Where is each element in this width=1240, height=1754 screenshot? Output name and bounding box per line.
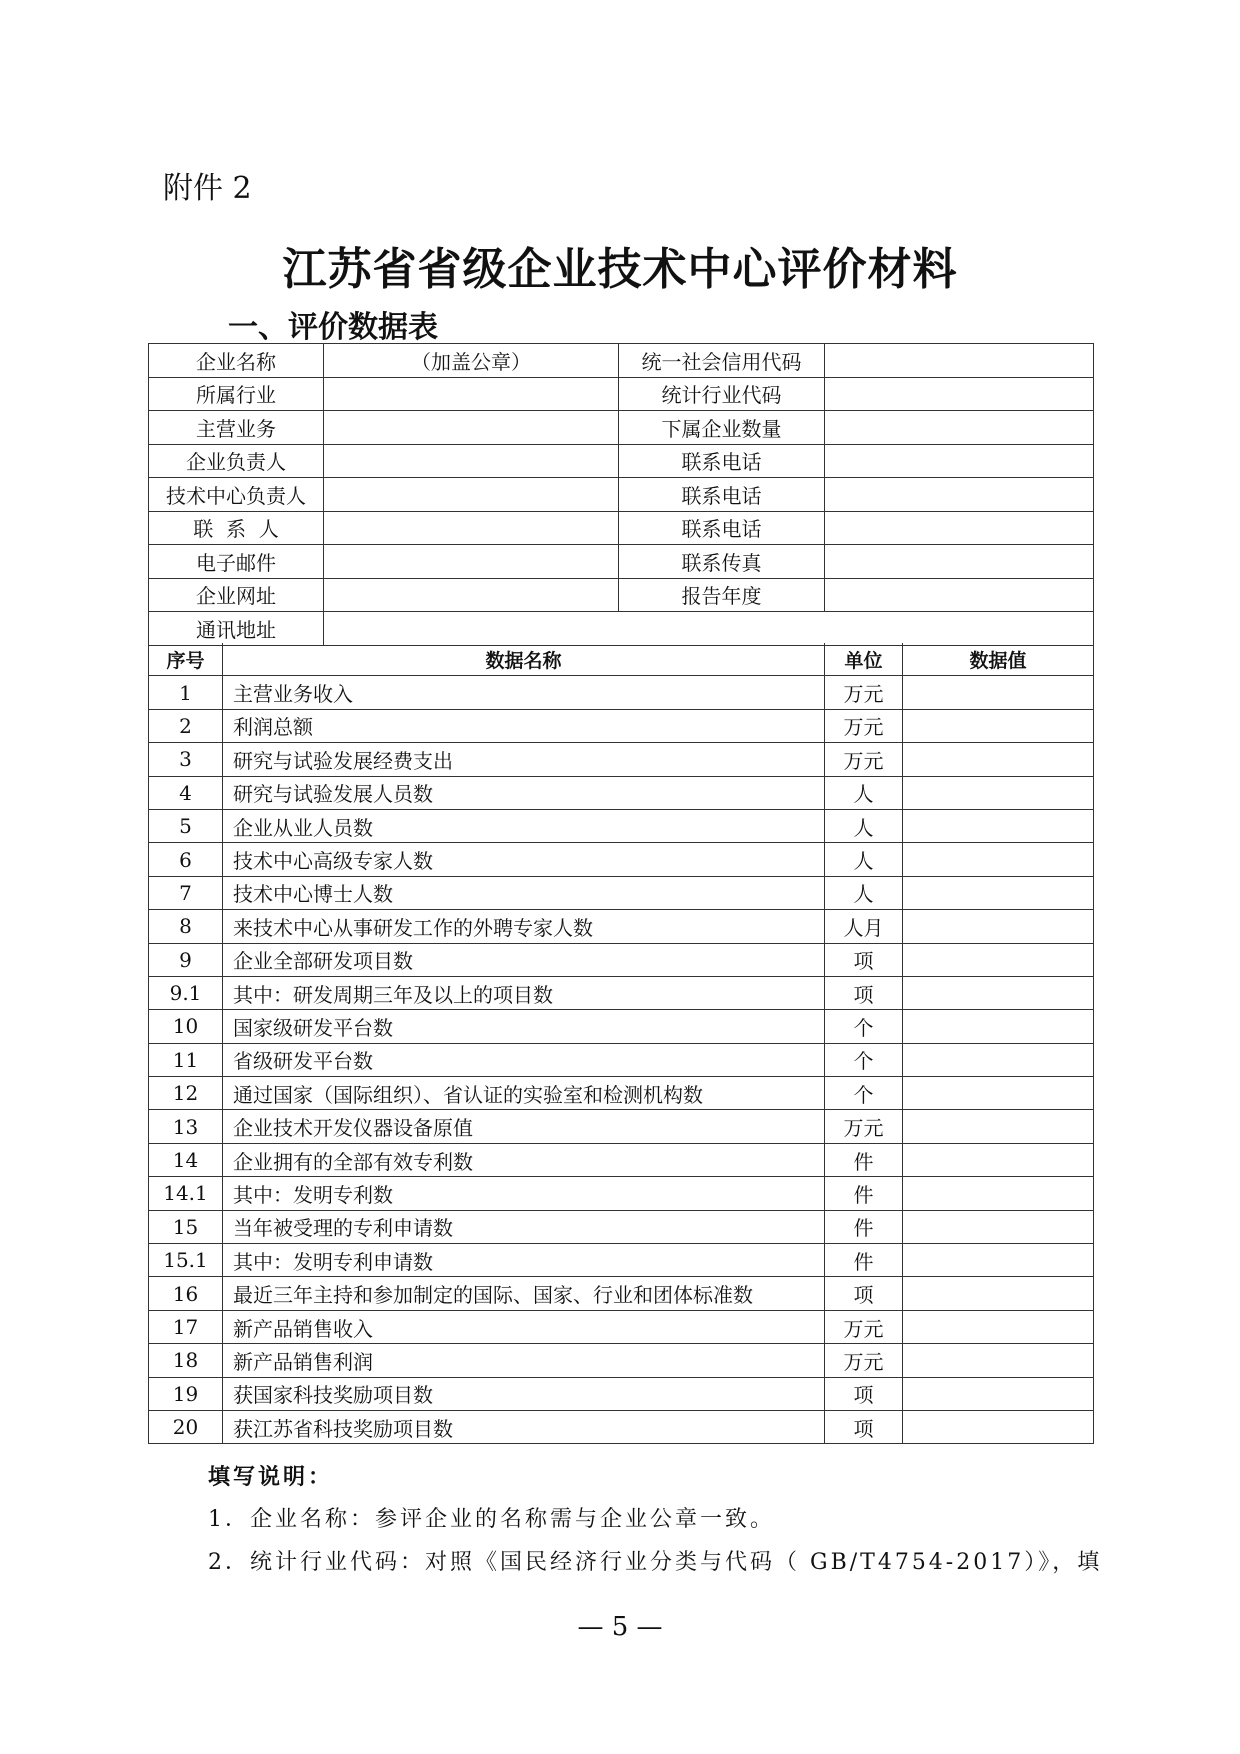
table-row: [149, 776, 1094, 809]
row-number: 14: [149, 1143, 223, 1176]
row-unit: 万元: [825, 1344, 903, 1377]
row-number: 20: [149, 1410, 223, 1443]
phone-label: 联系电话: [619, 511, 825, 545]
row-value-field[interactable]: [903, 743, 1094, 776]
row-number: 17: [149, 1310, 223, 1343]
table-row: [149, 976, 1094, 1009]
industry-code-field[interactable]: [825, 377, 1094, 411]
row-number: 5: [149, 809, 223, 842]
fax-label: 联系传真: [619, 545, 825, 579]
table-row: [149, 1210, 1094, 1243]
row-name: 研究与试验发展经费支出: [223, 743, 825, 776]
row-number: 12: [149, 1077, 223, 1110]
row-name: 企业全部研发项目数: [223, 943, 825, 976]
company-head-field[interactable]: [324, 444, 619, 478]
row-unit: 项: [825, 1377, 903, 1410]
row-value-field[interactable]: [903, 876, 1094, 909]
row-unit: 人: [825, 876, 903, 909]
row-unit: 件: [825, 1244, 903, 1277]
row-value-field[interactable]: [903, 1010, 1094, 1043]
row-name: 利润总额: [223, 709, 825, 742]
credit-code-label: 统一社会信用代码: [619, 344, 825, 378]
row-value-field[interactable]: [903, 709, 1094, 742]
subsidiaries-label: 下属企业数量: [619, 411, 825, 445]
row-number: 3: [149, 743, 223, 776]
row-value-field[interactable]: [903, 1043, 1094, 1076]
header-name: 数据名称: [223, 643, 825, 676]
row-value-field[interactable]: [903, 1410, 1094, 1443]
industry-label: 所属行业: [149, 377, 324, 411]
table-row: [149, 1177, 1094, 1210]
notes-title: 填写说明：: [208, 1464, 334, 1490]
row-name: 其中：发明专利数: [223, 1177, 825, 1210]
row-unit: 万元: [825, 743, 903, 776]
industry-field[interactable]: [324, 377, 619, 411]
row-number: 14.1: [149, 1177, 223, 1210]
row-name: 获江苏省科技奖励项目数: [223, 1410, 825, 1443]
row-number: 2: [149, 709, 223, 742]
row-value-field[interactable]: [903, 943, 1094, 976]
row-name: 其中：发明专利申请数: [223, 1244, 825, 1277]
contact-label: 联 系 人: [149, 511, 324, 545]
page-number: — 5 —: [577, 1612, 663, 1642]
row-value-field[interactable]: [903, 676, 1094, 709]
main-business-field[interactable]: [324, 411, 619, 445]
email-label: 电子邮件: [149, 545, 324, 579]
table-row: [149, 1377, 1094, 1410]
email-field[interactable]: [324, 545, 619, 579]
row-unit: 项: [825, 1277, 903, 1310]
header-unit: 单位: [825, 643, 903, 676]
table-row: [149, 809, 1094, 842]
row-number: 9.1: [149, 976, 223, 1009]
table-row: [149, 1043, 1094, 1076]
row-name: 主营业务收入: [223, 676, 825, 709]
row-unit: 万元: [825, 1310, 903, 1343]
center-head-label: 技术中心负责人: [149, 478, 324, 512]
company-name-field[interactable]: （加盖公章）: [324, 344, 619, 378]
row-unit: 人: [825, 776, 903, 809]
row-number: 6: [149, 843, 223, 876]
row-number: 11: [149, 1043, 223, 1076]
row-unit: 件: [825, 1177, 903, 1210]
table-row: [149, 676, 1094, 709]
table-row: [149, 709, 1094, 742]
header-value: 数据值: [903, 643, 1094, 676]
table-row: [149, 943, 1094, 976]
row-unit: 项: [825, 1410, 903, 1443]
row-number: 9: [149, 943, 223, 976]
table-row: [149, 1277, 1094, 1310]
row-value-field[interactable]: [903, 843, 1094, 876]
company-info-table: [148, 343, 1094, 646]
row-value-field[interactable]: [903, 910, 1094, 943]
table-row: [149, 1010, 1094, 1043]
website-field[interactable]: [324, 578, 619, 612]
row-number: 18: [149, 1344, 223, 1377]
main-business-label: 主营业务: [149, 411, 324, 445]
row-number: 10: [149, 1010, 223, 1043]
row-number: 7: [149, 876, 223, 909]
industry-code-label: 统计行业代码: [619, 377, 825, 411]
row-value-field[interactable]: [903, 776, 1094, 809]
row-name: 通过国家（国际组织）、省认证的实验室和检测机构数: [223, 1077, 825, 1110]
contact-field[interactable]: [324, 511, 619, 545]
credit-code-field[interactable]: [825, 344, 1094, 378]
row-value-field[interactable]: [903, 1077, 1094, 1110]
row-unit: 人: [825, 843, 903, 876]
header-no: 序号: [149, 643, 223, 676]
row-name: 来技术中心从事研发工作的外聘专家人数: [223, 910, 825, 943]
row-value-field[interactable]: [903, 976, 1094, 1009]
row-unit: 人: [825, 809, 903, 842]
row-unit: 件: [825, 1143, 903, 1176]
row-unit: 件: [825, 1210, 903, 1243]
report-year-field[interactable]: [825, 578, 1094, 612]
table-row: [149, 1410, 1094, 1443]
row-name: 企业技术开发仪器设备原值: [223, 1110, 825, 1143]
phone-field[interactable]: [825, 511, 1094, 545]
row-value-field[interactable]: [903, 1210, 1094, 1243]
row-name: 研究与试验发展人员数: [223, 776, 825, 809]
address-label: 通讯地址: [149, 612, 324, 646]
row-name: 技术中心高级专家人数: [223, 843, 825, 876]
row-unit: 个: [825, 1077, 903, 1110]
center-head-field[interactable]: [324, 478, 619, 512]
website-label: 企业网址: [149, 578, 324, 612]
address-field[interactable]: [324, 612, 1094, 646]
row-number: 13: [149, 1110, 223, 1143]
fax-field[interactable]: [825, 545, 1094, 579]
row-value-field[interactable]: [903, 1377, 1094, 1410]
note-item: 2．统计行业代码：对照《国民经济行业分类与代码（ GB/T4754-2017）》，填: [208, 1550, 1103, 1575]
section-title: 一、评价数据表: [228, 310, 438, 345]
table-row: [149, 1110, 1094, 1143]
table-row: [149, 1344, 1094, 1377]
table-row: [149, 843, 1094, 876]
row-unit: 万元: [825, 709, 903, 742]
phone-field[interactable]: [825, 444, 1094, 478]
row-name: 最近三年主持和参加制定的国际、国家、行业和团体标准数: [223, 1277, 825, 1310]
row-number: 19: [149, 1377, 223, 1410]
row-unit: 项: [825, 976, 903, 1009]
row-value-field[interactable]: [903, 1177, 1094, 1210]
row-unit: 个: [825, 1043, 903, 1076]
attachment-label: 附件 2: [163, 171, 252, 206]
row-number: 4: [149, 776, 223, 809]
table-row: [149, 743, 1094, 776]
table-row: [149, 876, 1094, 909]
row-name: 省级研发平台数: [223, 1043, 825, 1076]
row-value-field[interactable]: [903, 1110, 1094, 1143]
row-unit: 万元: [825, 1110, 903, 1143]
row-name: 技术中心博士人数: [223, 876, 825, 909]
row-value-field[interactable]: [903, 809, 1094, 842]
report-year-label: 报告年度: [619, 578, 825, 612]
row-name: 当年被受理的专利申请数: [223, 1210, 825, 1243]
row-number: 1: [149, 676, 223, 709]
table-row: [149, 1244, 1094, 1277]
row-number: 16: [149, 1277, 223, 1310]
row-value-field[interactable]: [903, 1143, 1094, 1176]
row-unit: 项: [825, 943, 903, 976]
row-name: 新产品销售利润: [223, 1344, 825, 1377]
table-row: [149, 1143, 1094, 1176]
phone-field[interactable]: [825, 478, 1094, 512]
row-name: 其中：研发周期三年及以上的项目数: [223, 976, 825, 1009]
row-number: 15.1: [149, 1244, 223, 1277]
row-unit: 人月: [825, 910, 903, 943]
row-number: 15: [149, 1210, 223, 1243]
phone-label: 联系电话: [619, 478, 825, 512]
row-name: 企业从业人员数: [223, 809, 825, 842]
company-name-label: 企业名称: [149, 344, 324, 378]
table-row: [149, 1310, 1094, 1343]
evaluation-data-table: [148, 643, 1094, 1444]
row-name: 企业拥有的全部有效专利数: [223, 1143, 825, 1176]
row-name: 获国家科技奖励项目数: [223, 1377, 825, 1410]
document-title: 江苏省省级企业技术中心评价材料: [282, 244, 958, 295]
table-row: [149, 1077, 1094, 1110]
row-value-field[interactable]: [903, 1344, 1094, 1377]
row-unit: 万元: [825, 676, 903, 709]
phone-label: 联系电话: [619, 444, 825, 478]
company-head-label: 企业负责人: [149, 444, 324, 478]
subsidiaries-field[interactable]: [825, 411, 1094, 445]
table-row: [149, 910, 1094, 943]
row-unit: 个: [825, 1010, 903, 1043]
row-name: 新产品销售收入: [223, 1310, 825, 1343]
row-value-field[interactable]: [903, 1244, 1094, 1277]
row-value-field[interactable]: [903, 1310, 1094, 1343]
row-value-field[interactable]: [903, 1277, 1094, 1310]
row-number: 8: [149, 910, 223, 943]
row-name: 国家级研发平台数: [223, 1010, 825, 1043]
note-item: 1．企业名称：参评企业的名称需与企业公章一致。: [208, 1507, 775, 1532]
